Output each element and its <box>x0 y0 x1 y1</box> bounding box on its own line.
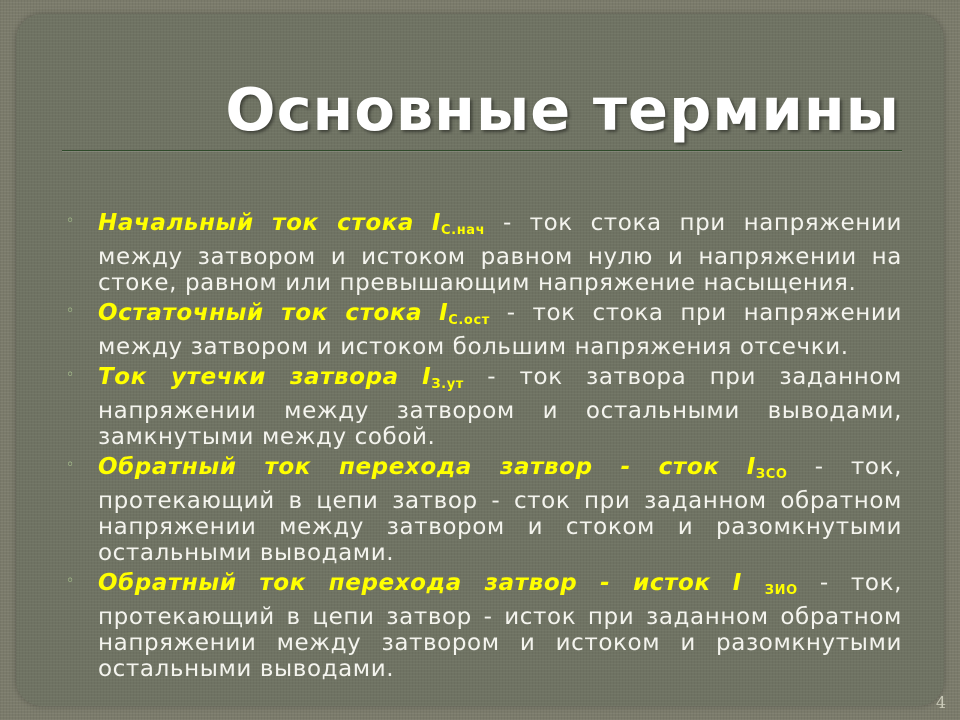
term-subscript: С.нач <box>441 223 486 238</box>
title-divider <box>62 150 902 151</box>
list-item <box>62 364 902 450</box>
list-item <box>62 454 902 566</box>
list-item <box>62 210 902 296</box>
term-name: Начальный ток стока <box>98 210 415 236</box>
slide-number: 4 <box>935 693 946 712</box>
list-item <box>62 570 902 682</box>
term-name: Обратный ток перехода затвор - исток <box>98 570 711 596</box>
circle-bullet-icon: ◦ <box>66 573 75 589</box>
term-definition: - ток затвора при заданном напряжении между затвором и остальными выводами, замкнутыми между собой. <box>98 364 902 450</box>
term-symbol: I <box>422 364 432 390</box>
term-name: Обратный ток перехода затвор - сток <box>98 454 720 480</box>
term-symbol: I <box>431 210 442 236</box>
term-definition: - ток стока при напряжении между затвором и истоком равном нулю и напряжении на стоке, равном или превышающим напряжение насыщения. <box>98 210 903 296</box>
circle-bullet-icon: ◦ <box>66 457 75 473</box>
term-definition: - ток, протекающий в цепи затвор - сток при заданном обратном напряжении между затвором и стоком и разомкнутыми остальными выводами. <box>98 454 902 566</box>
list-item <box>62 300 902 360</box>
term-symbol: I <box>732 570 765 596</box>
circle-bullet-icon: ◦ <box>66 213 75 229</box>
term-list <box>62 210 902 686</box>
circle-bullet-icon: ◦ <box>66 367 75 383</box>
slide-title: Основные термины <box>225 75 900 144</box>
term-definition: - ток, протекающий в цепи затвор - исток при заданном обратном напряжении между затвором и истоком и разомкнутыми остальными выводами. <box>98 570 902 682</box>
term-subscript: ЗСО <box>755 467 788 482</box>
term-name: Ток утечки затвора <box>98 364 399 390</box>
term-symbol: I <box>746 454 756 480</box>
term-subscript: ЗИО <box>764 583 798 598</box>
term-name: Остаточный ток стока <box>98 300 423 326</box>
term-subscript: С.ост <box>448 313 490 328</box>
term-definition: - ток стока при напряжении между затвором и истоком большим напряжения отсечки. <box>98 300 902 360</box>
term-symbol: I <box>439 300 449 326</box>
circle-bullet-icon: ◦ <box>66 303 75 319</box>
term-subscript: З.ут <box>431 377 464 392</box>
